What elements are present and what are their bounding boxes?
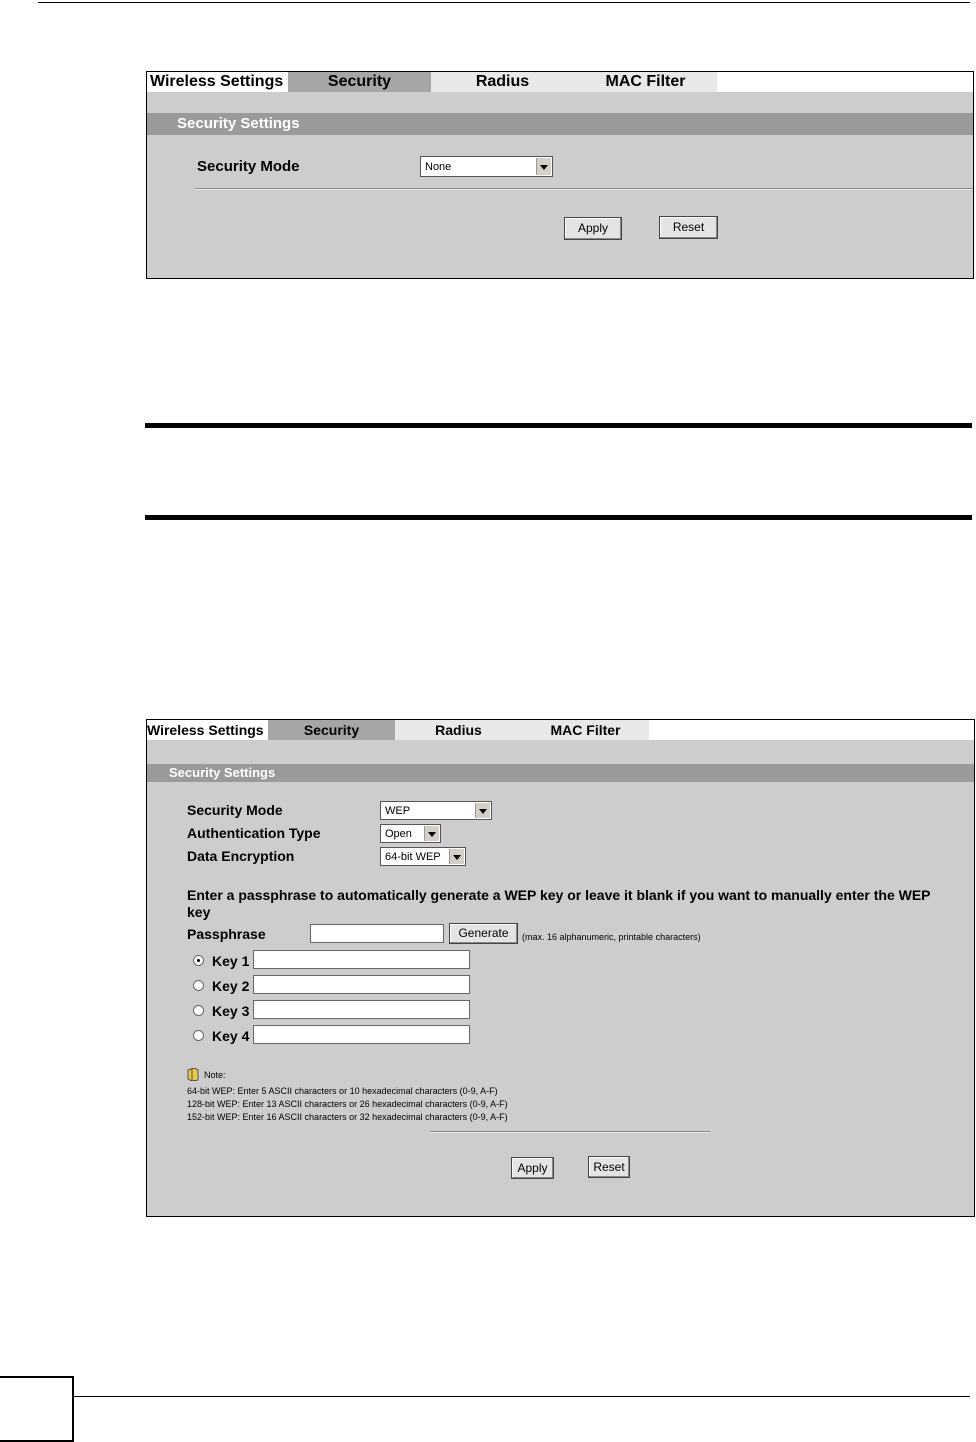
tab-radius[interactable]: Radius xyxy=(431,72,574,92)
auth-type-value: Open xyxy=(385,827,412,840)
chevron-down-icon xyxy=(536,158,551,175)
key-1-radio[interactable] xyxy=(193,955,204,966)
tab-bar xyxy=(147,72,973,92)
auth-type-label: Authentication Type xyxy=(187,825,321,841)
key-1-input[interactable] xyxy=(253,950,470,969)
passphrase-intro: Enter a passphrase to automatically generate a WEP key or leave it blank if you want to manually enter the WEP key xyxy=(187,887,931,920)
security-settings-panel-none xyxy=(146,71,974,279)
passphrase-label: Passphrase xyxy=(187,926,266,942)
tab-bar xyxy=(147,720,974,740)
note-line-64bit: 64-bit WEP: Enter 5 ASCII characters or 10 hexadecimal characters (0-9, A-F) xyxy=(187,1086,498,1096)
note-label: Note: xyxy=(204,1070,226,1080)
key-3-radio[interactable] xyxy=(193,1005,204,1016)
data-encryption-select[interactable] xyxy=(380,847,466,866)
tab-security[interactable]: Security xyxy=(268,720,395,740)
tab-wireless-settings[interactable]: Wireless Settings xyxy=(147,72,288,92)
passphrase-input[interactable] xyxy=(310,924,444,943)
generate-button[interactable]: Generate xyxy=(449,923,518,944)
chevron-down-icon xyxy=(424,826,439,841)
tab-security[interactable]: Security xyxy=(288,72,431,92)
key-2-label: Key 2 xyxy=(212,978,250,994)
table-rule-bottom xyxy=(145,515,972,520)
reset-button[interactable]: Reset xyxy=(588,1156,630,1178)
security-mode-label: Security Mode xyxy=(197,158,300,175)
data-encryption-value: 64-bit WEP xyxy=(385,850,441,863)
tab-mac-filter[interactable]: MAC Filter xyxy=(574,72,717,92)
chevron-down-icon xyxy=(449,849,464,864)
footer-rule xyxy=(74,1396,970,1397)
security-mode-value: WEP xyxy=(385,804,411,817)
key-4-label: Key 4 xyxy=(212,1028,250,1044)
security-mode-select[interactable] xyxy=(420,156,553,177)
note-line-152bit: 152-bit WEP: Enter 16 ASCII characters or 32 hexadecimal characters (0-9, A-F) xyxy=(187,1112,508,1122)
divider xyxy=(430,1131,710,1133)
note-line-128bit: 128-bit WEP: Enter 13 ASCII characters or 26 hexadecimal characters (0-9, A-F) xyxy=(187,1099,508,1109)
key-4-radio[interactable] xyxy=(193,1030,204,1041)
tab-radius[interactable]: Radius xyxy=(395,720,522,740)
chevron-down-icon xyxy=(475,803,490,818)
key-3-input[interactable] xyxy=(253,1000,470,1019)
apply-button[interactable]: Apply xyxy=(511,1157,554,1179)
key-3-label: Key 3 xyxy=(212,1003,250,1019)
divider xyxy=(195,188,974,190)
security-mode-value: None xyxy=(425,160,452,173)
section-title: Security Settings xyxy=(147,113,973,135)
tab-wireless-settings[interactable]: Wireless Settings xyxy=(147,720,268,740)
page-top-rule xyxy=(38,2,970,3)
table-rule-top xyxy=(145,423,972,428)
key-2-radio[interactable] xyxy=(193,980,204,991)
security-settings-panel-wep xyxy=(146,719,975,1217)
section-title: Security Settings xyxy=(147,764,974,782)
note-icon xyxy=(187,1068,199,1081)
tab-mac-filter[interactable]: MAC Filter xyxy=(522,720,649,740)
security-mode-label: Security Mode xyxy=(187,802,283,818)
page-number-box xyxy=(0,1376,74,1442)
data-encryption-label: Data Encryption xyxy=(187,848,295,864)
auth-type-select[interactable] xyxy=(380,824,441,843)
security-mode-select[interactable] xyxy=(380,801,492,820)
key-1-label: Key 1 xyxy=(212,953,250,969)
passphrase-hint: (max. 16 alphanumeric, printable characters) xyxy=(522,932,701,942)
reset-button[interactable]: Reset xyxy=(659,216,718,239)
key-2-input[interactable] xyxy=(253,975,470,994)
apply-button[interactable]: Apply xyxy=(564,217,622,240)
key-4-input[interactable] xyxy=(253,1025,470,1044)
